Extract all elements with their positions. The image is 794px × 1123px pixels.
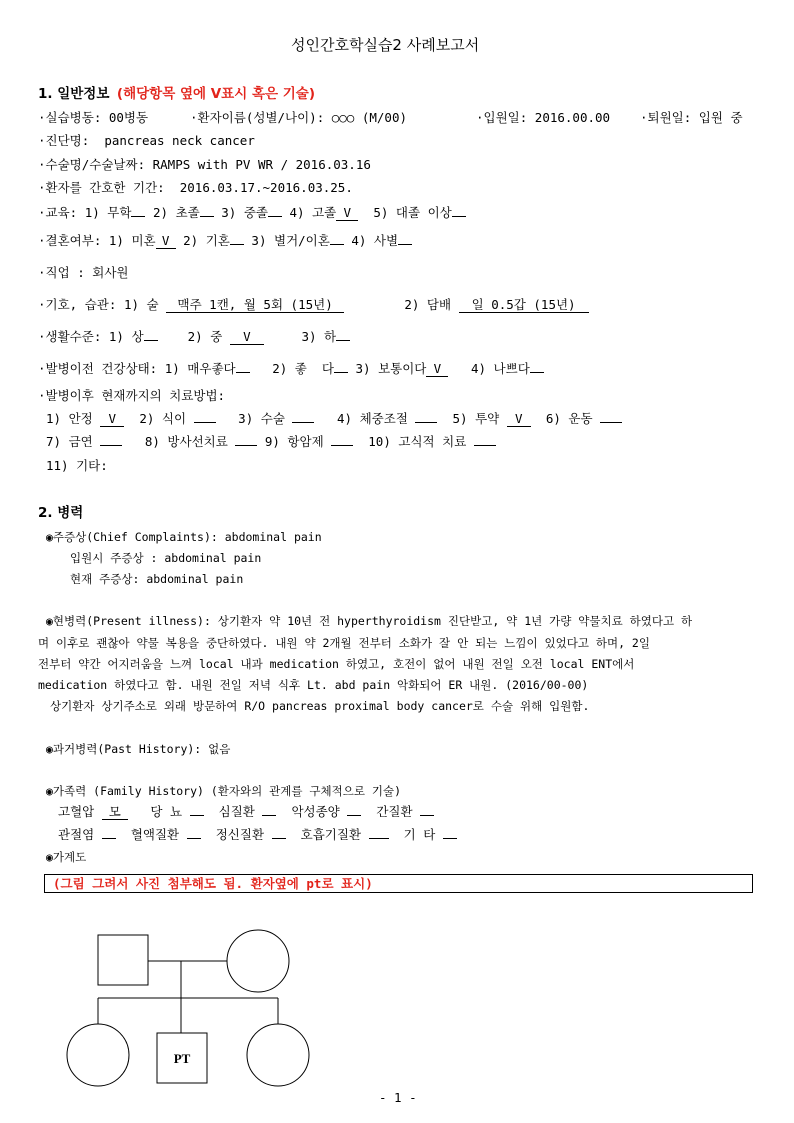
care-period-field: ·환자를 간호한 기간: 2016.03.17.~2016.03.25. (38, 180, 353, 195)
section1-heading: 1. 일반정보 (38, 86, 110, 102)
check-mark: V (230, 330, 264, 345)
treatment-opt-1: 1) 안정 (46, 411, 93, 426)
education-opt-1: 1) 무학 (84, 205, 132, 220)
ward-field: ·실습병동: 00병동 (38, 110, 149, 125)
fh-other: 기 타 (403, 827, 436, 842)
living-opt-2: 2) 중 (187, 329, 223, 344)
education-opt-4: 4) 고졸 (289, 205, 337, 220)
fh-dm: 당 뇨 (150, 804, 183, 819)
health-opt-1: 1) 매우좋다 (164, 361, 236, 376)
marriage-opt-3: 3) 별거/이혼 (251, 233, 330, 248)
treatment-opt-4: 4) 체중조절 (337, 411, 408, 426)
marriage-opt-4: 4) 사별 (351, 233, 399, 248)
education-opt-5: 5) 대졸 이상 (373, 205, 452, 220)
fh-heart: 심질환 (218, 804, 255, 819)
treatment-opt-3: 3) 수술 (238, 411, 285, 426)
education-opt-2: 2) 초졸 (153, 205, 200, 220)
fh-blood: 혈액질환 (130, 827, 180, 842)
father-square (98, 935, 148, 985)
fh-liver: 간질환 (376, 804, 413, 819)
health-opt-4: 4) 나쁘다 (470, 361, 530, 376)
page-number: - 1 - (379, 1090, 417, 1105)
alcohol-value: 맥주 1캔, 월 5회 (15년) (166, 298, 344, 313)
marriage-opt-2: 2) 기혼 (183, 233, 230, 248)
present-illness-line-3: 전부터 약간 어지러움을 느껴 local 내과 medication 하였고, 호전이 없어 내원 전일 오전 local ENT에서 (38, 657, 635, 671)
education-label: ·교육: (38, 205, 78, 220)
treatment-opt-7: 7) 금연 (46, 434, 93, 449)
discharge-field: ·퇴원일: 입원 중 (640, 110, 743, 125)
fh-htn: 고혈압 (58, 804, 95, 819)
present-illness-line-1: ◉현병력(Present illness): 상기환자 약 10년 전 hyperthyroidism 진단받고, 약 1년 가량 약물치료 하였다고 하 (46, 614, 693, 628)
admit-date-field: ·입원일: 2016.00.00 (476, 110, 611, 125)
marriage-label: ·결혼여부: (38, 233, 102, 248)
treatment-opt-2: 2) 식이 (139, 411, 187, 426)
chief-complaint-admit: 입원시 주증상 : abdominal pain (70, 551, 262, 565)
section1-note: (해당항목 옆에 V표시 혹은 기술) (116, 86, 316, 102)
smoking-value: 일 0.5갑 (15년) (459, 298, 589, 313)
habits-label: ·기호, 습관: (38, 297, 117, 312)
treatment-opt-9: 9) 항암제 (264, 434, 324, 449)
present-illness-line-2: 며 이후로 괜찮아 약물 복용을 중단하였다. 내원 약 2개월 전부터 소화가 잘 안 되는 느낌이 있었다고 하며, 2일 (38, 636, 650, 650)
check-mark: V (100, 412, 124, 427)
check-mark: V (426, 362, 448, 377)
health-opt-2: 2) 좋 다 (272, 361, 334, 376)
health-before-label: ·발병이전 건강상태: (38, 361, 158, 376)
genogram-label: ◉가계도 (46, 850, 87, 864)
fh-tumor: 악성종양 (291, 804, 340, 819)
pt-label: PT (173, 1051, 191, 1066)
education-opt-3: 3) 중졸 (221, 205, 268, 220)
sister-circle-left (67, 1024, 129, 1086)
smoking-label: 2) 담배 (404, 297, 452, 312)
treatment-label: ·발병이후 현재까지의 치료방법: (38, 388, 226, 403)
treatment-opt-11: 11) 기타: (46, 458, 108, 473)
family-history: ◉가족력 (Family History) (환자와의 관계를 구체적으로 기술) (46, 784, 402, 798)
check-mark: V (336, 206, 358, 221)
fh-htn-value: 모 (102, 805, 128, 820)
treatment-opt-5: 5) 투약 (452, 411, 500, 426)
chief-complaint: ◉주증상(Chief Complaints): abdominal pain (46, 530, 322, 544)
present-illness-line-4: medication 하였다고 함. 내원 전일 저녁 식후 Lt. abd pain 악화되어 ER 내원. (2016/00-00) (38, 678, 589, 692)
health-opt-3: 3) 보통이다 (355, 361, 427, 376)
treatment-opt-8: 8) 방사선치료 (144, 434, 228, 449)
section2-heading: 2. 병력 (38, 505, 84, 521)
check-mark: V (507, 412, 531, 427)
alcohol-label: 1) 술 (123, 297, 159, 312)
treatment-opt-6: 6) 운동 (545, 411, 593, 426)
mother-circle (227, 930, 289, 992)
living-opt-1: 1) 상 (108, 329, 144, 344)
check-mark: V (156, 234, 176, 249)
present-illness-line-5: 상기환자 상기주소로 외래 방문하여 R/O pancreas proximal body cancer로 수술 위해 입원함. (50, 699, 590, 713)
living-opt-3: 3) 하 (301, 329, 337, 344)
diagnosis-field: ·진단명: pancreas neck cancer (38, 133, 255, 148)
chief-complaint-now: 현재 주증상: abdominal pain (70, 572, 244, 586)
sister-circle-right (247, 1024, 309, 1086)
fh-arthritis: 관절염 (58, 827, 95, 842)
patient-field: ·환자이름(성별/나이): ○○○ (M/00) (190, 110, 408, 125)
fh-resp: 호흡기질환 (300, 827, 362, 842)
living-label: ·생활수준: (38, 329, 102, 344)
surgery-field: ·수술명/수술날짜: RAMPS with PV WR / 2016.03.16 (38, 157, 371, 172)
past-history: ◉과거병력(Past History): 없음 (46, 742, 231, 756)
job-field: ·직업 : 회사원 (38, 265, 129, 280)
treatment-opt-10: 10) 고식적 치료 (368, 434, 467, 449)
genogram-note: (그림 그려서 사진 첨부해도 됨. 환자옆에 pt로 표시) (53, 876, 373, 891)
fh-mental: 정신질환 (215, 827, 265, 842)
page-title: 성인간호학실습2 사례보고서 (291, 36, 480, 54)
marriage-opt-1: 1) 미혼 (108, 233, 156, 248)
